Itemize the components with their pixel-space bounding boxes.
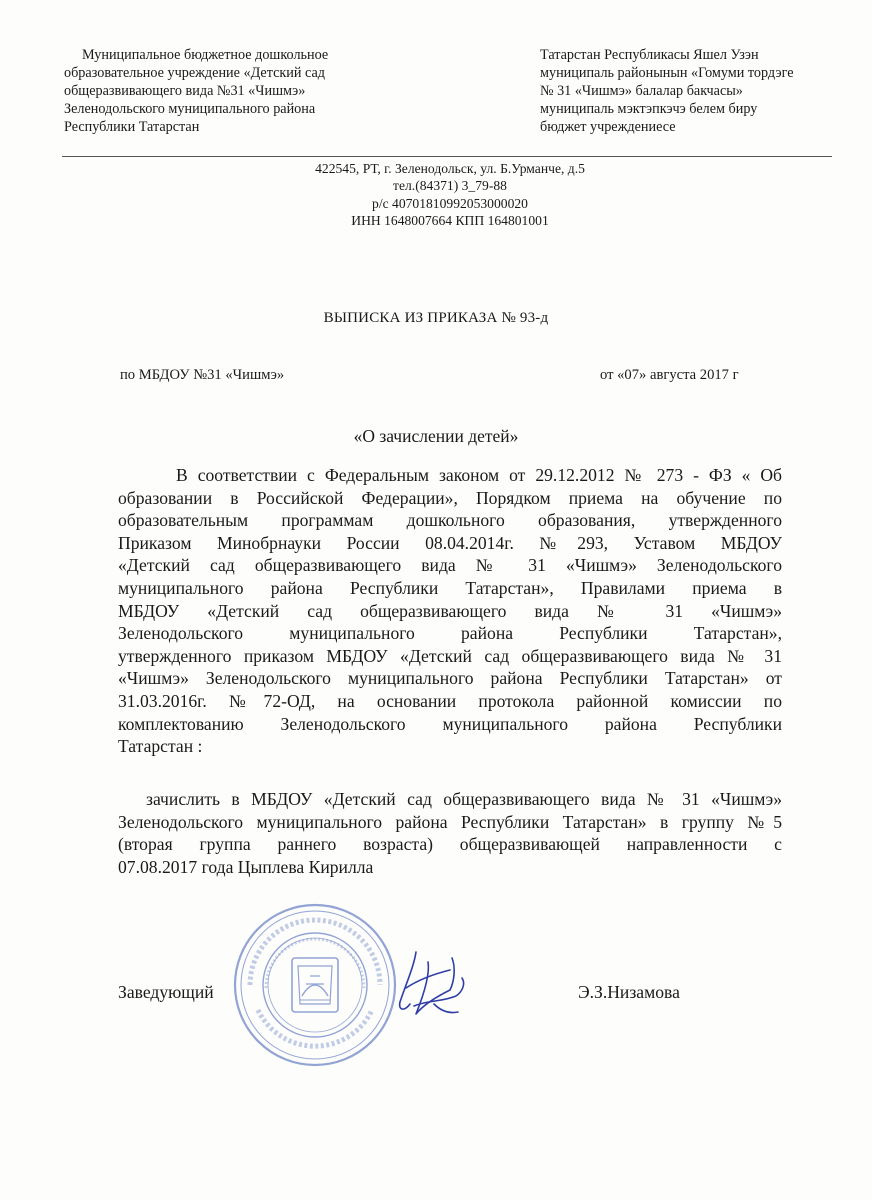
address-inn-kpp: ИНН 1648007664 КПП 164801001 — [351, 213, 549, 229]
header-organization-tt — [540, 46, 840, 136]
signatory-role: Заведующий — [118, 982, 214, 1002]
address-block — [270, 160, 630, 230]
document-body — [118, 464, 782, 758]
header-right-line: № 31 «Чишмэ» балалар бакчасы» — [540, 83, 743, 99]
signatory-name: Э.З.Низамова — [578, 982, 680, 1002]
header-left-line: Муниципальное бюджетное дошкольное — [82, 47, 329, 63]
header-left-line: образовательное учреждение «Детский сад — [64, 65, 326, 81]
body-line: комплектованию Зеленодольского муниципального района Республики — [118, 713, 782, 734]
body-line: «Детский сад общеразвивающего вида № 31 «Чишмэ» Зеленодольского — [118, 555, 782, 576]
official-stamp — [230, 900, 400, 1070]
header-left-line: общеразвивающего вида №31 «Чишмэ» — [64, 83, 306, 99]
body-line: Татарстан : — [118, 736, 203, 757]
header-right-line: Татарстан Республикасы Яшел Узэн — [540, 47, 759, 63]
body-line: «Чишмэ» Зеленодольского муниципального района Республики Татарстан» от — [118, 668, 782, 689]
document-subject: «О зачислении детей» — [353, 426, 519, 446]
document-date: от «07» августа 2017 г — [600, 367, 739, 383]
header-right-line: бюджет учреждениесе — [540, 119, 676, 135]
address-phone: тел.(84371) 3_79-88 — [393, 178, 507, 194]
document-title: ВЫПИСКА ИЗ ПРИКАЗА № 93-д — [323, 310, 549, 326]
header-right-line: муниципаль мэктэпкэчэ белем биру — [540, 101, 758, 117]
body-line: муниципального района Республики Татарстан», Правилами приема в — [118, 577, 782, 598]
body-line: 31.03.2016г. №72-ОД, на основании протокола районной комиссии по — [118, 690, 782, 711]
body-line: Зеленодольского муниципального района Республики Татарстан», — [118, 623, 782, 644]
header-right-line: муниципаль районынын «Гомуми тордэге — [540, 65, 794, 81]
decision-line: зачислить в МБДОУ «Детский сад общеразвивающего вида № 31 «Чишмэ» — [146, 789, 782, 809]
document-org: по МБДОУ №31 «Чишмэ» — [120, 367, 285, 383]
body-line: утвержденного приказом МБДОУ «Детский сад общеразвивающего вида № 31 — [118, 645, 782, 666]
body-line: образовательным программам дошкольного образования, утвержденного — [118, 510, 782, 531]
body-line: Приказом Минобрнауки России 08.04.2014г. №293, Уставом МБДОУ — [118, 532, 782, 553]
header-divider — [62, 156, 832, 157]
address-street: 422545, РТ, г. Зеленодольск, ул. Б.Урманче, д.5 — [315, 161, 585, 176]
body-line: образовании в Российской Федерации», Порядком приема на обучение по — [118, 487, 782, 508]
body-line: В соответствии с Федеральным законом от 29.12.2012 № 273 - ФЗ « Об — [176, 465, 782, 485]
decision-line: Зеленодольского муниципального района Республики Татарстан» в группу №5 — [118, 811, 782, 832]
body-line: МБДОУ «Детский сад общеразвивающего вида № 31 «Чишмэ» — [118, 600, 782, 621]
header-left-line: Республики Татарстан — [64, 119, 200, 135]
address-account: р/с 40701810992053000020 — [372, 195, 528, 211]
decision-line: 07.08.2017 года Цыплева Кирилла — [118, 856, 374, 877]
decision-block — [118, 788, 782, 878]
header-organization-ru — [64, 46, 404, 136]
decision-line: (вторая группа раннего возраста) общеразвивающей направленности с — [118, 834, 782, 855]
header-left-line: Зеленодольского муниципального района — [64, 101, 316, 117]
signature-mark — [394, 944, 484, 1024]
